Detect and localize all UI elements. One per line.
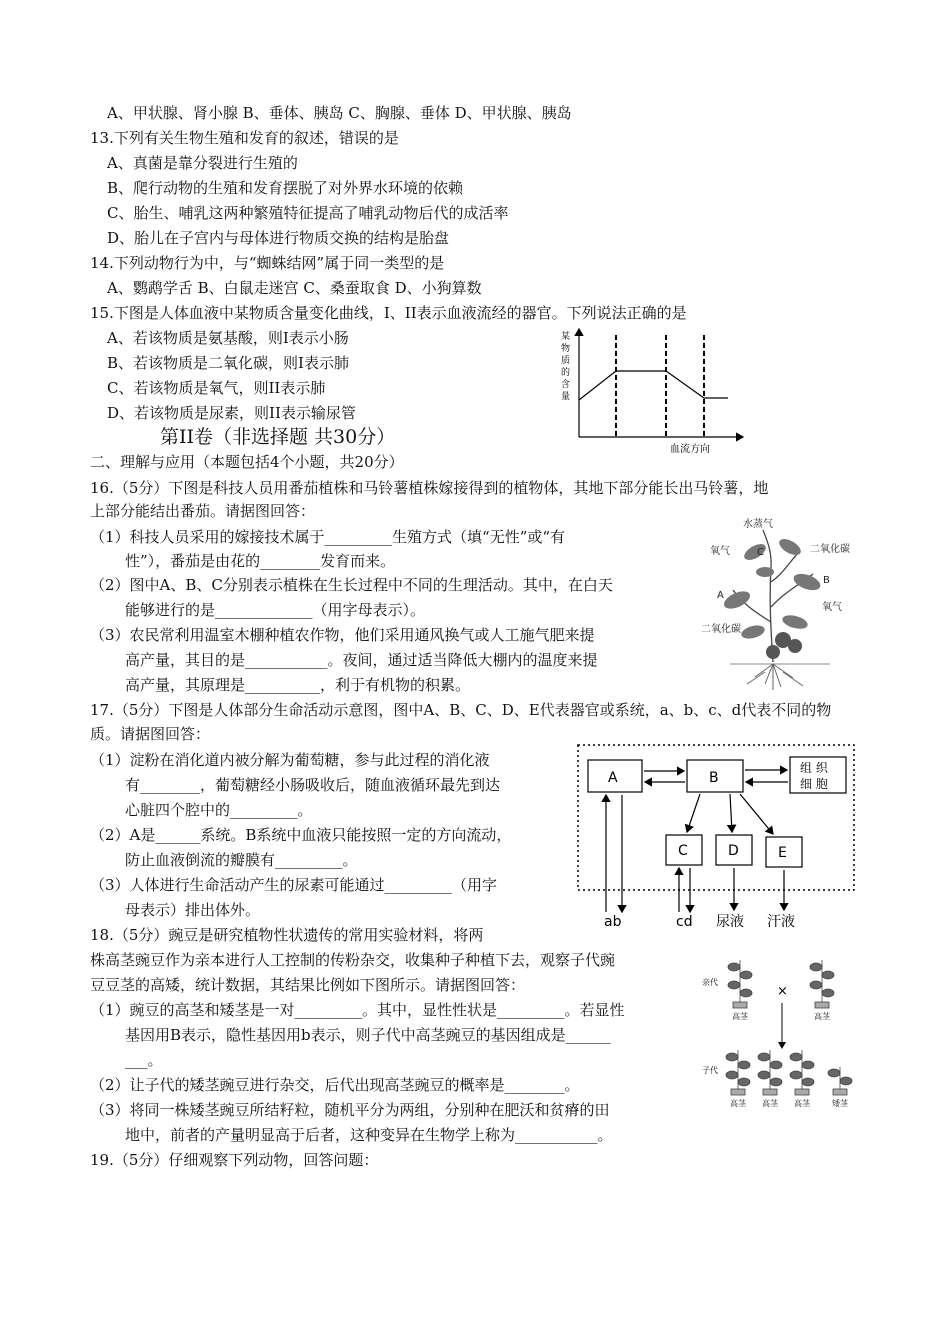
- q18-stem-line1: 18.（5分）豌豆是研究植物性状遗传的常用实验材料，将两: [90, 926, 484, 944]
- arrow-b-to-e: [740, 794, 773, 834]
- label-cross: ×: [777, 984, 788, 999]
- short-pea-plant: [828, 1067, 852, 1095]
- q17-part2-line2: 防止血液倒流的瓣膜有_________。: [125, 851, 358, 869]
- q16-part1-line2: 性”），番茄是由花的________发育而来。: [125, 552, 396, 570]
- q16-stem-line1: 16.（5分）下图是科技人员用番茄植株和马铃薯植株嫁接得到的植物体，其地下部分能长出马铃薯，地: [90, 479, 769, 497]
- q16-part3-line1: （3）农民常利用温室木棚种植农作物，他们采用通风换气或人工施气肥来提: [90, 626, 595, 644]
- section-2-part-heading: 二、理解与应用（本题包括4个小题，共20分）: [90, 453, 404, 471]
- tall-pea-plant: [728, 960, 752, 1008]
- label-sweat: 汗液: [767, 914, 795, 930]
- label-b: B: [823, 575, 830, 586]
- q16-part2-line1: （2）图中A、B、C分别表示植株在生长过程中不同的生理活动。其中，在白天: [90, 576, 613, 594]
- q15-option-d: D、若该物质是尿素，则II表示输尿管: [107, 404, 356, 422]
- q18-part1-line1: （1）豌豆的高茎和矮茎是一对_________。其中，显性性状是_________。若显性: [90, 1001, 625, 1019]
- box-tissue-label-2: 细 胞: [800, 777, 828, 791]
- q16-part3-line3: 高产量，其原理是__________，利于有机物的积累。: [125, 676, 471, 694]
- y-label-char: 的: [561, 368, 571, 378]
- plant-roots: [747, 664, 803, 690]
- label-oxygen-left: 氧气: [710, 546, 730, 557]
- y-label-char: 某: [561, 332, 571, 342]
- q17-stem-line1: 17.（5分）下图是人体部分生命活动示意图，图中A、B、C、D、E代表器官或系统，a、b、c、d代表不同的物: [90, 701, 832, 719]
- box-b-label: B: [709, 770, 719, 786]
- q17-stem-line2: 质。请据图回答：: [90, 725, 211, 743]
- box-tissue-label-1: 组 织: [800, 761, 828, 775]
- box-e-label: E: [778, 845, 787, 861]
- section-2-title: 第II卷（非选择题 共30分）: [160, 426, 396, 448]
- label-urine: 尿液: [716, 914, 744, 930]
- label-parent-gen: 亲代: [702, 978, 718, 987]
- arrow-b-to-d: [730, 794, 732, 832]
- q15-stem: 15.下图是人体血液中某物质含量变化曲线，I、II表示血液流经的器官。下列说法正确的是: [90, 304, 687, 322]
- q16-part2-line2: 能够进行的是_____________（用字母表示）。: [125, 601, 426, 619]
- q16-part3-line2: 高产量，其目的是___________。夜间，通过适当降低大棚内的温度来提: [125, 651, 598, 669]
- q18-stem-line3: 豆豆茎的高矮，统计数据，其结果比例如下图所示。请据图回答：: [90, 976, 526, 994]
- q13-option-d: D、胎儿在子宫内与母体进行物质交换的结构是胎盘: [107, 229, 450, 247]
- tall-pea-plant: [810, 960, 834, 1008]
- q16-part1-line1: （1）科技人员采用的嫁接技术属于_________生殖方式（填“无性”或“有: [90, 528, 566, 546]
- label-co2-bottom: 二氧化碳: [701, 624, 741, 635]
- graph-x-label: 血流方向: [670, 444, 710, 455]
- box-d-label: D: [728, 843, 739, 859]
- label-ab: ab: [604, 914, 622, 930]
- label-tall: 高茎: [762, 1099, 778, 1108]
- pea-cross-figure: [700, 945, 865, 1110]
- tall-pea-plant: [790, 1050, 814, 1095]
- q13-option-c: C、胎生、哺乳这两种繁殖特征提高了哺乳动物后代的成活率: [107, 204, 509, 222]
- q18-part2: （2）让子代的矮茎豌豆进行杂交，后代出现高茎豌豆的概率是________。: [90, 1076, 580, 1094]
- q13-option-a: A、真菌是靠分裂进行生殖的: [107, 154, 298, 172]
- q16-stem-line2: 上部分能结出番茄。请据图回答：: [90, 502, 316, 520]
- q18-part1-line3: ___。: [125, 1051, 163, 1069]
- q15-option-b: B、若该物质是二氧化碳，则I表示肺: [107, 354, 349, 372]
- y-label-char: 物: [561, 344, 571, 354]
- q17-part3-line1: （3）人体进行生命活动产生的尿素可能通过_________（用字: [90, 876, 498, 894]
- y-label-char: 含: [561, 380, 571, 390]
- q13-option-b: B、爬行动物的生殖和发育摆脱了对外界水环境的依赖: [107, 179, 464, 197]
- label-short: 矮茎: [832, 1099, 848, 1108]
- label-tall: 高茎: [794, 1099, 810, 1108]
- label-cd: cd: [676, 914, 693, 930]
- label-tall: 高茎: [732, 1012, 748, 1021]
- q17-part1-line1: （1）淀粉在消化道内被分解为葡萄糖，参与此过程的消化液: [90, 751, 490, 769]
- label-child-gen: 子代: [702, 1066, 718, 1075]
- box-c-label: C: [678, 843, 688, 859]
- y-label-char: 量: [561, 392, 571, 402]
- q14-stem: 14.下列动物行为中，与“蜘蛛结网”属于同一类型的是: [90, 254, 445, 272]
- label-tall: 高茎: [814, 1012, 830, 1021]
- arrow-b-to-c: [687, 794, 700, 832]
- grafted-plant-figure: [695, 512, 870, 692]
- q19-stem: 19.（5分）仔细观察下列动物，回答问题：: [90, 1151, 379, 1169]
- tall-pea-plant: [726, 1050, 750, 1095]
- life-activity-diagram: [570, 740, 865, 930]
- q18-part3-line2: 地中，前者的产量明显高于后者，这种变异在生物学上称为___________。: [125, 1126, 613, 1144]
- q15-option-c: C、若该物质是氧气，则II表示肺: [107, 379, 326, 397]
- q17-part2-line1: （2）A是______系统。B系统中血液只能按照一定的方向流动，: [90, 826, 512, 844]
- q17-part3-line2: 母表示）排出体外。: [125, 901, 261, 919]
- q15-concentration-graph: [558, 325, 748, 455]
- box-a-label: A: [608, 770, 618, 786]
- q15-option-a: A、若该物质是氨基酸，则I表示小肠: [107, 329, 349, 347]
- q18-part1-line2: 基因用B表示，隐性基因用b表示，则子代中高茎豌豆的基因组成是______: [125, 1026, 611, 1044]
- label-c: C: [757, 547, 764, 558]
- concentration-curve: [579, 371, 728, 400]
- tall-pea-plant: [758, 1050, 782, 1095]
- q13-stem: 13.下列有关生物生殖和发育的叙述，错误的是: [90, 129, 399, 147]
- label-a: A: [717, 590, 724, 601]
- q17-part1-line2: 有________，葡萄糖经小肠吸收后，随血液循环最先到达: [125, 776, 501, 794]
- label-co2-top: 二氧化碳: [810, 544, 850, 555]
- q18-stem-line2: 株高茎豌豆作为亲本进行人工控制的传粉杂交，收集种子种植下去，观察子代豌: [90, 951, 616, 969]
- label-tall: 高茎: [730, 1099, 746, 1108]
- graph-y-label: [561, 330, 570, 402]
- label-water-vapor: 水蒸气: [743, 519, 773, 530]
- q17-part1-line3: 心脏四个腔中的_________。: [125, 801, 313, 819]
- q14-options: A、鹦鹉学舌 B、白鼠走迷宫 C、桑蚕取食 D、小狗算数: [107, 279, 482, 297]
- y-label-char: 质: [561, 356, 571, 366]
- label-oxygen-right: 氧气: [822, 602, 842, 613]
- q12-options: A、甲状腺、肾小腺 B、垂体、胰岛 C、胸腺、垂体 D、甲状腺、胰岛: [107, 104, 572, 122]
- q18-part3-line1: （3）将同一株矮茎豌豆所结籽粒，随机平分为两组，分别种在肥沃和贫瘠的田: [90, 1101, 610, 1119]
